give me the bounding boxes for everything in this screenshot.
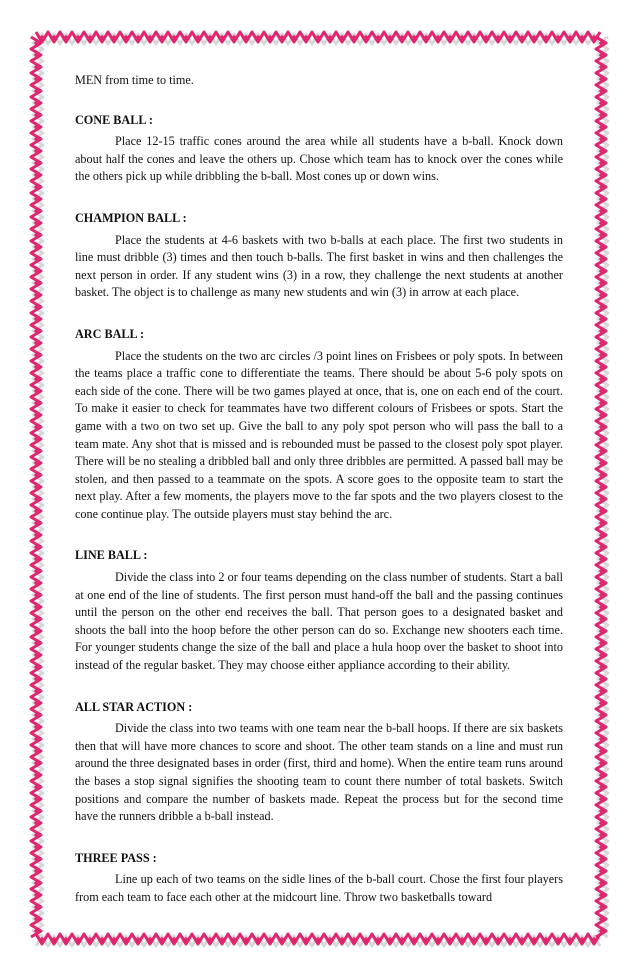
- section-paragraph: Divide the class into 2 or four teams depending on the class number of students. Start a ball at one end of the line of students. The first person must hand-off the ball and the passing continues until the person on the other end receives the ball. That person goes to a designated basket and shoots the ball into the hoop before the other person can do so. Exchange new shooters each time. For younger students change the size of the ball and place a hula hoop over the basket to shoot into instead of the regular basket. They may choose either appliance according to their ability.: [75, 570, 563, 673]
- section-paragraph: Divide the class into two teams with one team near the b-ball hoops. If there are six baskets then that will have more chances to score and shoot. The other team stands on a line and must run around the three designated bases in order (first, third and home). When the entire team runs around the bases a stop signal signifies the shooting team to count there number of total baskets. Switch positions and compare the number of baskets made. Repeat the process but for the second time have the runners dribble a b-ball instead.: [75, 721, 563, 824]
- section-champion-ball: [75, 210, 563, 302]
- page-content: [75, 72, 563, 931]
- section-all-star-action: [75, 699, 563, 826]
- section-line-ball: [75, 547, 563, 674]
- section-cone-ball: [75, 112, 563, 186]
- section-arc-ball: [75, 326, 563, 524]
- section-heading: CONE BALL :: [75, 112, 153, 127]
- section-paragraph: Line up each of two teams on the sidle lines of the b-ball court. Chose the first four players from each team to face each other at the midcourt line. Throw two basketballs toward: [75, 872, 563, 904]
- section-heading: ARC BALL :: [75, 326, 145, 341]
- section-paragraph: Place the students on the two arc circles /3 point lines on Frisbees or poly spots. In between the teams place a traffic cone to differentiate the teams. There should be about 5-6 poly spots on each side of the cone. There will be two games played at once, that is, one on each end of the court. To make it easier to check for teammates have two different colours of Frisbees or spots. Start the game with a two on two set up. Give the ball to any poly spot person who will pass the ball to a team mate. Any shot that is missed and is rebounded must be passed to the closest poly spot player. There will be no stealing a dribbled ball and only three dribbles are permitted. A passed ball may be stolen, and then passed to a teammate on the spots. A score goes to the opposite team to start the next play. After a few moments, the players move to the far spots and the two players closest to the cone continue play. The outside players must stay behind the arc.: [75, 348, 563, 521]
- section-paragraph: Place 12-15 traffic cones around the area while all students have a b-ball. Knock down about half the cones and leave the others up. Chose which team has to knock over the cones while the others pick up while dribbling the b-ball. Most cones up or down wins.: [75, 134, 563, 184]
- lead-text: MEN from time to time.: [75, 73, 194, 87]
- section-heading: ALL STAR ACTION :: [75, 699, 193, 714]
- section-heading: THREE PASS :: [75, 850, 157, 865]
- section-three-pass: [75, 850, 563, 907]
- section-paragraph: Place the students at 4-6 baskets with two b-balls at each place. The first two students in line must dribble (3) times and then touch b-balls. The first basket in wins and then challenges the next person in order. If any student wins (3) in a row, they challenge the next students at another basket. The object is to challenge as many new students and win (3) in arrow at each place.: [75, 232, 563, 300]
- section-heading: CHAMPION BALL :: [75, 210, 187, 225]
- section-heading: LINE BALL :: [75, 548, 148, 563]
